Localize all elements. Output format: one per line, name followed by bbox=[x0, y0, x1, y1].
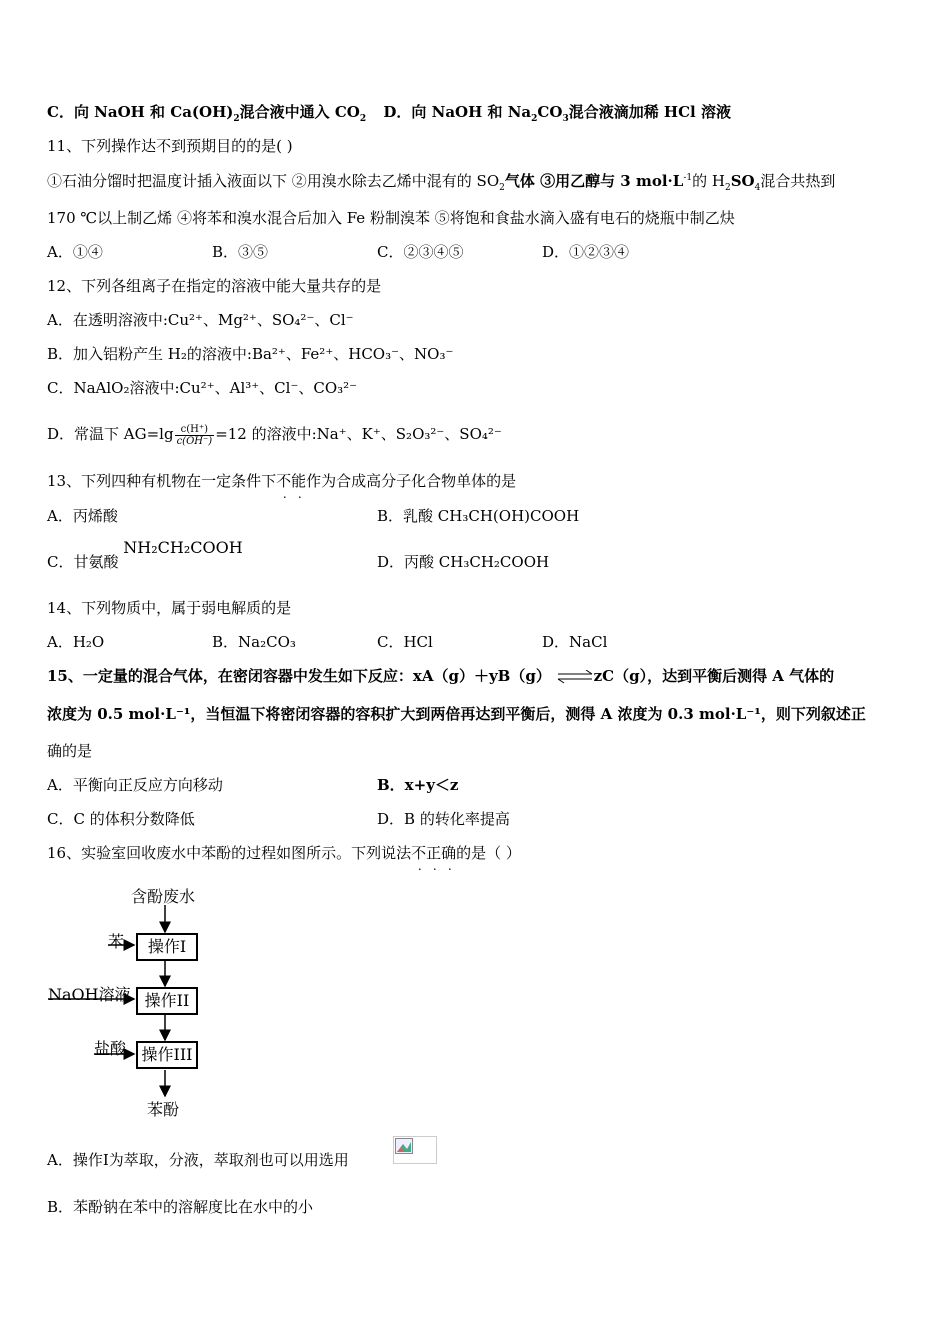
glycine-formula: NH₂CH₂COOH bbox=[123, 538, 243, 557]
flow-op1-box: 操作I bbox=[136, 933, 198, 961]
q12-option-a: A．在透明溶液中:Cu²⁺、Mg²⁺、SO₄²⁻、Cl⁻ bbox=[47, 311, 354, 329]
q15-option-c: C．C 的体积分数降低 bbox=[47, 810, 195, 828]
q11-option-c: C．②③④⑤ bbox=[377, 243, 464, 261]
q15-option-b: B．x+y＜z bbox=[377, 776, 459, 794]
q15-option-a: A．平衡向正反应方向移动 bbox=[47, 776, 223, 794]
q15-stem-line3: 确的是 bbox=[47, 742, 93, 760]
q12-option-b: B．加入铝粉产生 H₂的溶液中:Ba²⁺、Fe²⁺、HCO₃⁻、NO₃⁻ bbox=[47, 345, 454, 363]
q10-option-d: D．向 NaOH 和 Na bbox=[383, 103, 532, 121]
q16-option-a: A．操作Ⅰ为萃取，分液，萃取剂也可以用选用 bbox=[47, 1151, 349, 1169]
q11-option-a: A．①④ bbox=[47, 243, 103, 261]
broken-image-icon bbox=[393, 1136, 437, 1164]
q14-option-a: A．H₂O bbox=[47, 633, 105, 651]
q15-stem-line1: 15、一定量的混合气体，在密闭容器中发生如下反应：xA（g）＋yB（g） zC（g），达到平衡后测得 A 气体的 bbox=[47, 667, 835, 685]
q10-options: C．向 NaOH 和 $Ca(OH)_2$混合液中通入 $CO_2$ D．向 NaOH 和 $Na_2CO_3$混合液滴加稀 HCl 溶液 bbox=[47, 103, 731, 124]
q14-stem: 14、下列物质中，属于弱电解质的是 bbox=[47, 599, 292, 617]
q13-option-c: C．甘氨酸 NH₂CH₂COOH bbox=[47, 538, 243, 571]
q14-option-c: C．HCl bbox=[377, 633, 433, 651]
flow-naoh-label: NaOH溶液 bbox=[48, 985, 131, 1004]
q14-option-b: B．Na₂CO₃ bbox=[212, 633, 296, 651]
q13-option-d: D．丙酸 CH₃CH₂COOH bbox=[377, 553, 550, 571]
q11-stem: 11、下列操作达不到预期目的的是( ) bbox=[47, 137, 293, 155]
q11-option-d: D．①②③④ bbox=[542, 243, 630, 261]
q10-option-c: C．向 NaOH 和 Ca(OH) bbox=[47, 103, 234, 121]
flow-benzene-label: 苯 bbox=[108, 932, 125, 951]
q16-option-b: B．苯酚钠在苯中的溶解度比在水中的小 bbox=[47, 1198, 314, 1216]
q12-stem: 12、下列各组离子在指定的溶液中能大量共存的是 bbox=[47, 277, 382, 295]
q11-statement-line1: ①石油分馏时把温度计插入液面以下 ②用溴水除去乙烯中混有的 $SO_2$气体 ③用乙醇与 3 $mol\cdot L^{-1}$的 $H_2SO_4$混合共热到 bbox=[47, 172, 836, 193]
q12-option-d: D．常温下 AG=lg $\frac{c(H^+)}{c(OH^-)}$ =12 的溶液中:Na⁺、K⁺、S₂O₃²⁻、SO₄²⁻ bbox=[47, 423, 502, 447]
q13-option-a: A．丙烯酸 bbox=[47, 507, 118, 525]
q13-option-b: B．乳酸 CH₃CH(OH)COOH bbox=[377, 507, 580, 525]
flow-hcl-label: 盐酸 bbox=[94, 1039, 127, 1058]
flow-op2-box: 操作II bbox=[136, 987, 198, 1015]
q16-stem: 16、实验室回收废水中苯酚的过程如图所示。下列说法不正确的是（ ） bbox=[47, 844, 521, 862]
q12-option-c: C．NaAlO₂溶液中:Cu²⁺、Al³⁺、Cl⁻、CO₃²⁻ bbox=[47, 379, 358, 397]
flow-wastewater-label: 含酚废水 bbox=[131, 887, 196, 906]
q14-option-d: D．NaCl bbox=[542, 633, 608, 651]
q15-stem-line2: 浓度为 0.5 mol·L⁻¹，当恒温下将密闭容器的容积扩大到两倍再达到平衡后，测得 A 浓度为 0.3 mol·L⁻¹，则下列叙述正 bbox=[47, 705, 866, 723]
flow-op3-box: 操作III bbox=[136, 1041, 198, 1069]
q15-option-d: D．B 的转化率提高 bbox=[377, 810, 510, 828]
q11-statement-line2: 170 ℃以上制乙烯 ④将苯和溴水混合后加入 Fe 粉制溴苯 ⑤将饱和食盐水滴入盛有电石的烧瓶中制乙炔 bbox=[47, 209, 735, 227]
q13-stem: 13、下列四种有机物在一定条件下不能作为合成高分子化合物单体的是 bbox=[47, 472, 517, 490]
flow-phenol-label: 苯酚 bbox=[147, 1100, 180, 1119]
ag-fraction: $\frac{c(H^+)}{c(OH^-)}$ bbox=[176, 423, 213, 447]
q11-option-b: B．③⑤ bbox=[212, 243, 269, 261]
